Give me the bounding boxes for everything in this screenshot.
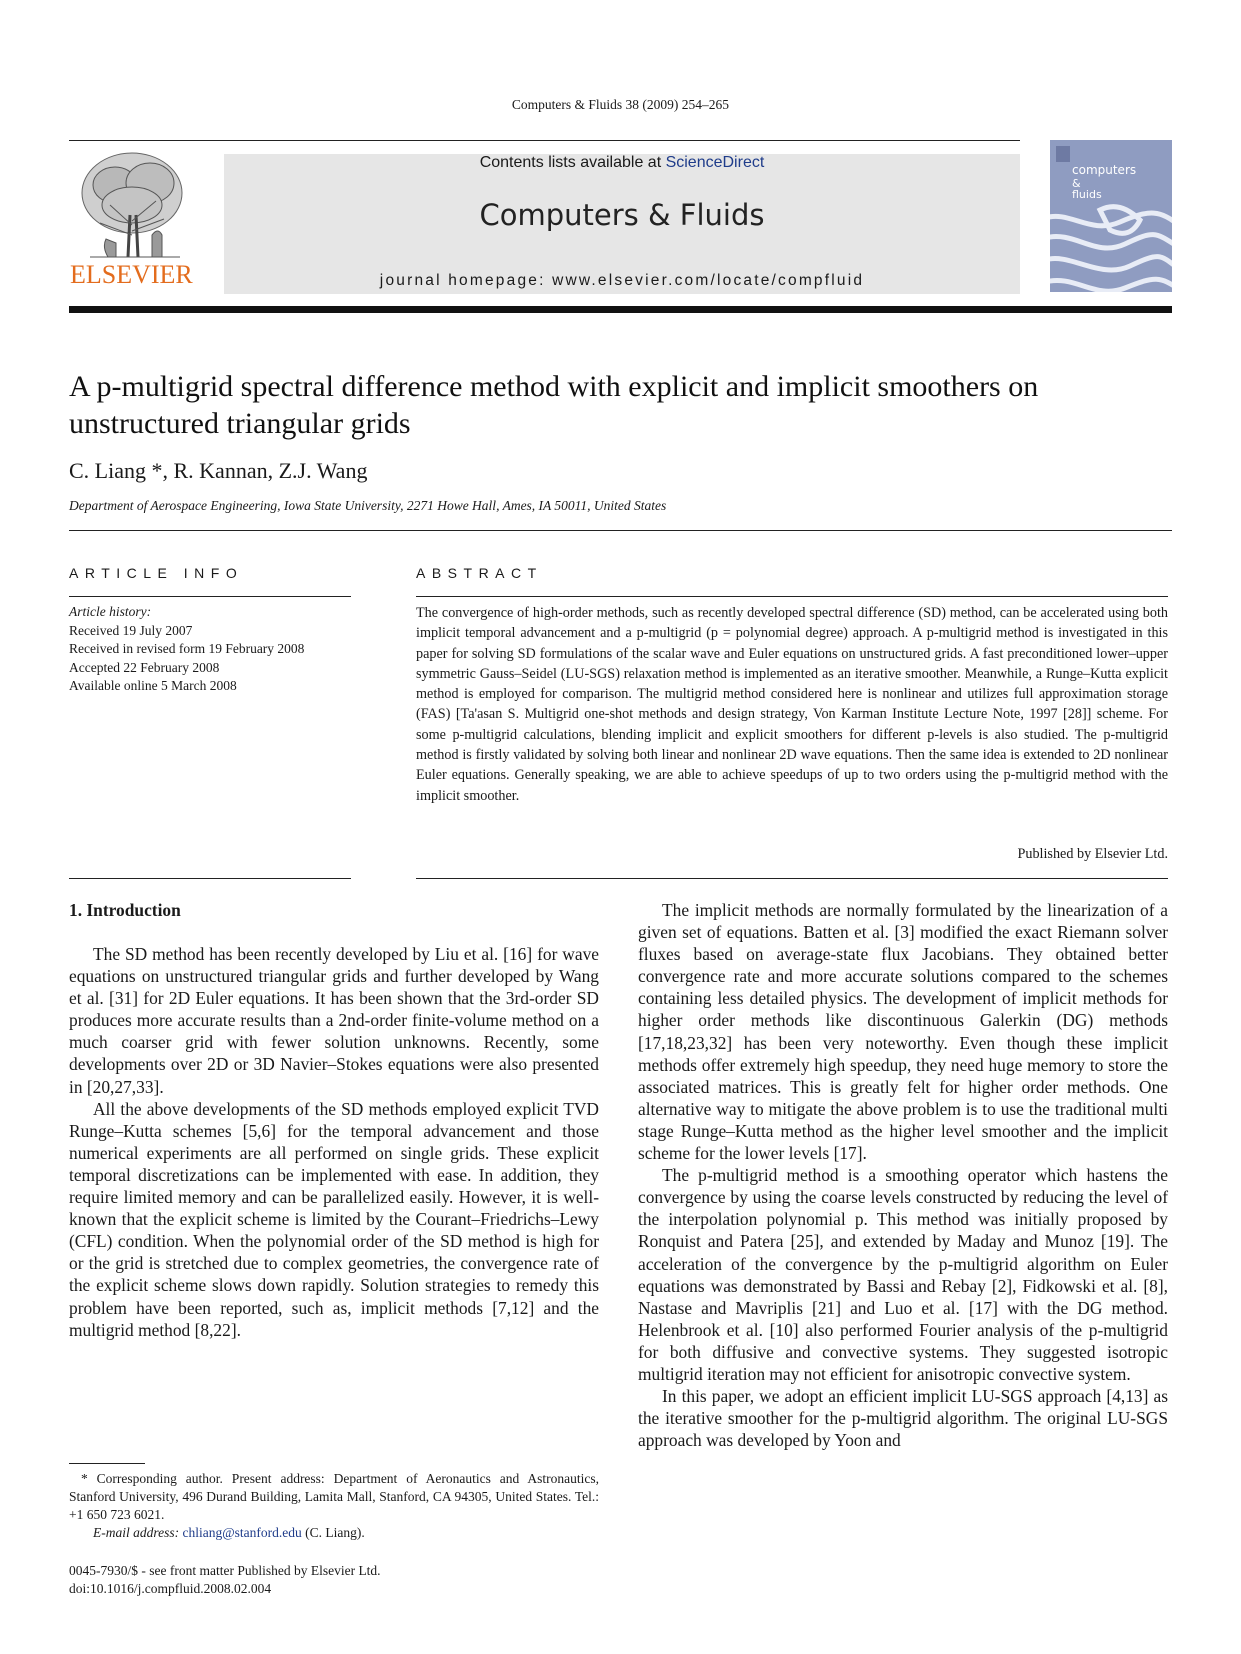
body-column-right [638,899,1168,1451]
cover-title-3: fluids [1072,188,1102,201]
front-matter [69,1562,381,1598]
contents-line [224,154,1020,172]
banner-thick-rule [69,306,1172,313]
paragraph: In this paper, we adopt an efficient implicit LU-SGS approach [4,13] as the iterative smoother for the p-multigrid algorithm. The original LU-SGS approach was developed by Yoon and [638,1386,1168,1451]
history-revised: Received in revised form 19 February 2008 [69,641,305,656]
cover-title-2: & [1072,177,1081,190]
history-online: Available online 5 March 2008 [69,678,237,693]
email-suffix: (C. Liang). [301,1525,365,1540]
email-label: E-mail address: [93,1525,183,1540]
article-info-bottom-rule [69,878,351,879]
running-header: Computers & Fluids 38 (2009) 254–265 [511,97,730,112]
tree-icon [70,145,200,295]
abstract-heading: ABSTRACT [416,565,543,581]
published-by: Published by Elsevier Ltd. [1017,846,1168,862]
body-column-left [69,943,599,1341]
paragraph: The p-multigrid method is a smoothing operator which hastens the convergence by using the coarse levels constructed by reducing the level of the interpolation polynomial p. This method was initially proposed by Ronquist and Patera [25], and extended by Maday and Munoz [19]. The acceleration of the convergence by the p-multigrid algorithm on Euler equations was demonstrated by Bassi and Rebay [2], Fidkowski et al. [8], Nastase and Mavriplis [21] and Luo et al. [17] with the DG method. Helenbrook et al. [10] also performed Fourier analysis of the p-multigrid for both diffusive and convective systems. They suggested isotropic multigrid iteration may not efficient for anisotropic convective system. [638,1165,1168,1384]
corresponding-author-note: * Corresponding author. Present address: Department of Aeronautics and Astronautics, Stanford University, 496 Durand Building, Lamita Mall, Stanford, CA 94305, United States. Tel.: +1 650 723 6021. [69,1471,599,1522]
journal-cover [1050,140,1172,292]
affiliation-rule [69,530,1172,531]
email-link[interactable]: chliang@stanford.edu [182,1525,302,1540]
history-accepted: Accepted 22 February 2008 [69,659,220,675]
article-history [69,603,304,696]
article-info-rule [69,596,351,597]
paragraph: The implicit methods are normally formulated by the linearization of a given set of equations. Batten et al. [3] modified the exact Riemann solver fluxes based on average-state flux Jacobians. They obtained better convergence rate and more accurate solutions compared to the schemes containing less detailed physics. The development of implicit methods for higher order methods like discontinuous Galerkin (DG) methods [17,18,23,32] has been very noteworthy. Even though these implicit methods offer extremely high speedup, they need huge memory to store the associated matrices. This is greatly felt for higher order methods. One alternative way to mitigate the above problem is to use the traditional multi stage Runge–Kutta method as the higher level smoother and the implicit scheme for the lower levels [17]. [638,900,1168,1164]
abstract-bottom-rule [416,878,1168,879]
paragraph: The SD method has been recently developed by Liu et al. [16] for wave equations on unstructured triangular grids and further developed by Wang et al. [31] for 2D Euler equations. It has been shown that the 3rd-order SD produces more accurate results than a 2nd-order finite-volume method on a much coarser grid with fewer solution unknowns. Recently, some developments over 2D or 3D Navier–Stokes equations were also presented in [20,27,33]. [69,944,599,1097]
email-line [69,1524,599,1542]
sciencedirect-link[interactable]: ScienceDirect [665,154,765,171]
article-title: A p-multigrid spectral difference method with explicit and implicit smoothers on unstructured triangular grids [69,370,1039,440]
journal-name: Computers & Fluids [479,198,765,232]
contents-prefix: Contents lists available at [479,154,666,171]
section-1-heading: 1. Introduction [69,900,181,920]
journal-banner [224,154,1020,294]
abstract-text: The convergence of high-order methods, such as recently developed spectral difference (SD) method, can be accelerated using both implicit temporal advancement and a p-multigrid (p = polynomial degree) approach. A p-multigrid method is investigated in this paper for solving SD formulations of the scalar wave and Euler equations on unstructured grids. A fast preconditioned lower–upper symmetric Gauss–Seidel (LU-SGS) relaxation method is implemented as an iterative smoother. Meanwhile, a Runge–Kutta explicit method is employed for comparison. The multigrid method considered here is nonlinear and utilizes full approximation storage (FAS) [Ta'asan S. Multigrid one-shot methods and design strategy, Von Karman Institute Lecture Note, 1997 [28]] scheme. For some p-multigrid calculations, blending implicit and explicit smoothers for different p-levels is also studied. The p-multigrid method is firstly validated by solving both linear and nonlinear 2D wave equations. Then the same idea is extended to 2D nonlinear Euler equations. Generally speaking, we are able to achieve speedups of up to two orders using the p-multigrid method with the implicit smoother. [416,605,1168,804]
cover-pattern-icon [1050,140,1172,292]
affiliation: Department of Aerospace Engineering, Iowa State University, 2271 Howe Hall, Ames, IA 50011, United States [69,498,667,513]
journal-homepage[interactable]: journal homepage: www.elsevier.com/locate/compfluid [379,272,865,289]
footnote [69,1470,599,1542]
doi-line: doi:10.1016/j.compfluid.2008.02.004 [69,1581,272,1596]
article-info-heading: ARTICLE INFO [69,565,244,581]
paragraph: All the above developments of the SD methods employed explicit TVD Runge–Kutta schemes [5,6] for the temporal advancement and those numerical experiments are all performed on single grids. These explicit temporal discretizations can be implemented with ease. In addition, they require limited memory and can be parallelized easily. However, it is well-known that the explicit scheme is limited by the Courant–Friedrichs–Lewy (CFL) condition. When the polynomial order of the SD method is high for or the grid is stretched due to complex geometries, the convergence rate of the explicit scheme slows down rapidly. Solution strategies to remedy this problem have been reported, such as, implicit methods [7,12] and the multigrid method [8,22]. [69,1098,599,1340]
cover-title-1: computers [1072,163,1137,177]
header-rule [69,140,1020,141]
elsevier-wordmark: ELSEVIER [70,260,193,289]
issn-line: 0045-7930/$ - see front matter Published by Elsevier Ltd. [69,1563,381,1578]
history-received: Received 19 July 2007 [69,622,193,638]
elsevier-logo [70,145,200,295]
history-label: Article history: [69,604,152,619]
abstract-rule [416,596,1168,597]
footnote-rule [69,1463,145,1464]
authors: C. Liang *, R. Kannan, Z.J. Wang [69,458,368,483]
